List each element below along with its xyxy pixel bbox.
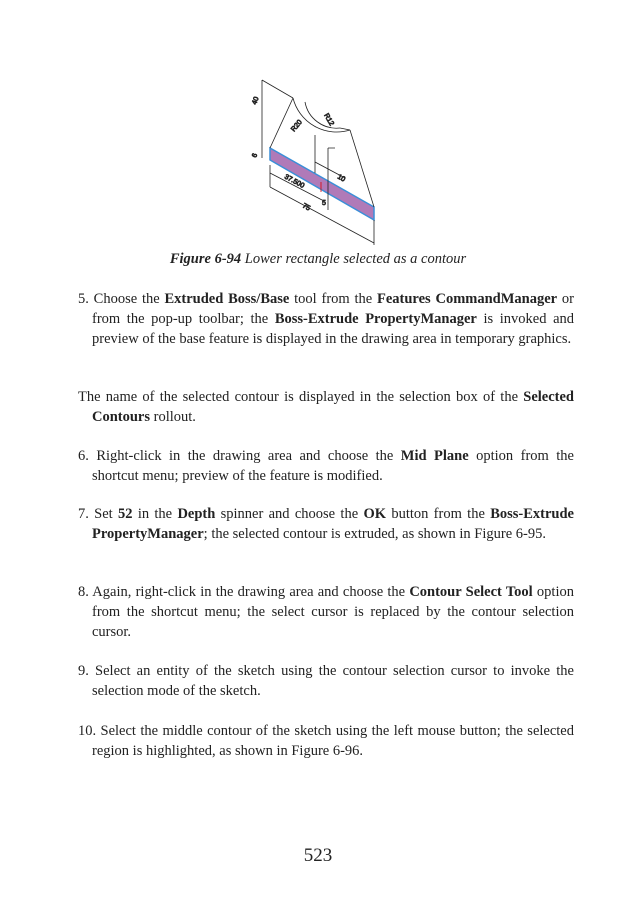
bold-term: Boss-Extrude PropertyManager xyxy=(92,506,574,542)
dim-75: 75 xyxy=(301,202,312,213)
text-run: 5. Choose the xyxy=(78,291,165,307)
dim-r20: R20 xyxy=(290,118,304,134)
text-run: 10. Select the middle contour of the sketch using the left mouse button; the selected region is highlighted, as shown in Figure 6-96. xyxy=(78,723,574,759)
dim-5: 5 xyxy=(322,200,326,207)
text-run: button from the xyxy=(386,506,491,522)
text-run: 8. Again, right-click in the drawing area and choose the xyxy=(78,584,410,600)
bold-term: Selected Contours xyxy=(92,389,574,425)
figure-caption xyxy=(0,251,636,268)
text-run: option from the shortcut menu; the select cursor is replaced by the contour selection cursor. xyxy=(92,584,574,640)
paragraph xyxy=(78,582,574,642)
bold-term: Features CommandManager xyxy=(376,291,558,307)
text-run: ; the selected contour is extruded, as shown in Figure 6-95. xyxy=(203,526,546,542)
selected-contour xyxy=(270,148,374,220)
bold-term: Mid Plane xyxy=(400,448,469,464)
dim-6: 6 xyxy=(251,152,260,159)
dim-r12: R12 xyxy=(322,112,335,128)
text-run: is invoked and preview of the base feature is displayed in the drawing area in temporary graphics. xyxy=(92,311,575,347)
paragraph xyxy=(78,387,574,427)
bold-term: Contour Select Tool xyxy=(409,584,533,600)
paragraph xyxy=(78,504,574,544)
bold-term: Extruded Boss/Base xyxy=(164,291,290,307)
text-run: or from the pop-up toolbar; the xyxy=(92,291,574,327)
figure-number: Figure 6-94 xyxy=(169,251,242,267)
text-run: rollout. xyxy=(150,409,196,425)
paragraph xyxy=(78,446,574,486)
text-run: 9. Select an entity of the sketch using the contour selection cursor to invoke the selection mode of the sketch. xyxy=(78,663,574,699)
text-run: 6. Right-click in the drawing area and choose the xyxy=(78,448,401,464)
paragraph xyxy=(78,721,574,761)
bold-term: Depth xyxy=(177,506,216,522)
bold-term: OK xyxy=(363,506,387,522)
dim-10: 10 xyxy=(336,173,347,184)
text-run: option from the shortcut menu; preview of the feature is modified. xyxy=(92,448,574,484)
text-run: The name of the selected contour is displayed in the selection box of the xyxy=(78,389,524,405)
text-run: 7. Set xyxy=(78,506,119,522)
dim-40: 40 xyxy=(251,95,261,106)
bold-term: Boss-Extrude PropertyManager xyxy=(274,311,477,327)
paragraph xyxy=(78,661,574,701)
text-run: spinner and choose the xyxy=(215,506,364,522)
text-run: in the xyxy=(132,506,178,522)
text-run: tool from the xyxy=(289,291,377,307)
sketch-figure xyxy=(240,70,390,250)
dim-37-5: 37.500 xyxy=(283,173,306,190)
page-number: 523 xyxy=(303,845,333,866)
paragraph xyxy=(78,289,574,349)
figure-caption-text: Lower rectangle selected as a contour xyxy=(241,251,467,267)
bold-term: 52 xyxy=(118,506,133,522)
